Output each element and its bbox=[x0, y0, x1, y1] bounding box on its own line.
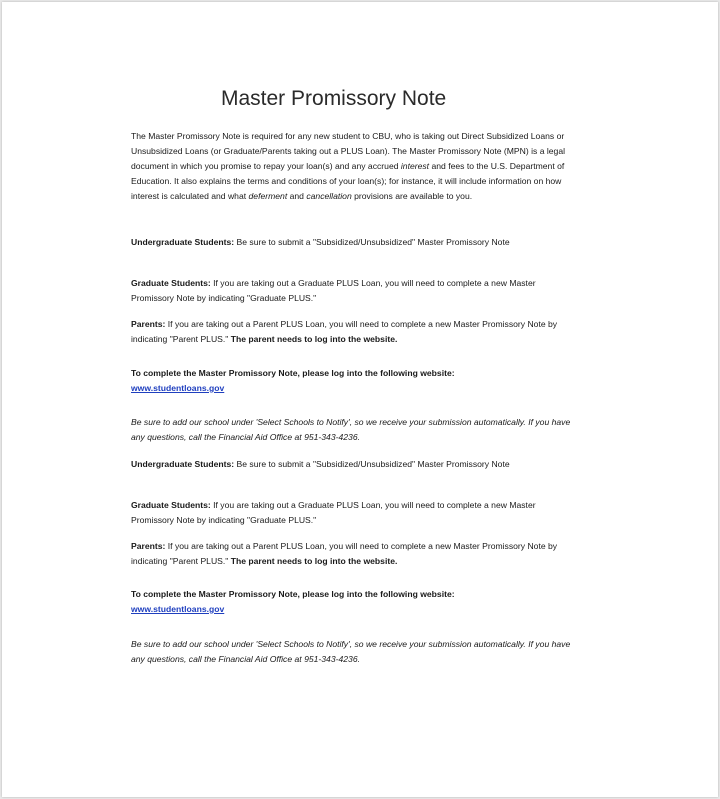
intro-text-1: The Master Promissory Note is required for any new student to CBU, who is taking out Direct Subsidized Loans or Unsubsidized Loans (or Graduate/Parents taking out a PLUS Loan). The Master Promissory Note (MPN) is a legal document in which you promise to repay your loan(s) and any accrued bbox=[131, 131, 566, 171]
undergraduate-paragraph bbox=[131, 235, 571, 250]
notify-note bbox=[131, 637, 571, 667]
intro-paragraph bbox=[131, 129, 571, 204]
intro-interest-word: interest bbox=[400, 161, 430, 171]
undergraduate-label: Undergraduate Students: bbox=[131, 237, 235, 247]
parents-bold-text: The parent needs to log into the website. bbox=[228, 334, 398, 344]
studentloans-link[interactable]: www.studentloans.gov bbox=[131, 383, 225, 393]
parents-paragraph bbox=[131, 539, 571, 569]
document-page bbox=[2, 2, 718, 797]
complete-instructions bbox=[131, 366, 571, 396]
questions-note-text: If you have any questions, call the Financial Aid Office at 951-343-4236. bbox=[131, 639, 571, 664]
notify-note-text: Be sure to add our school under 'Select Schools to Notify', so we receive your submission automatically. bbox=[131, 639, 529, 649]
intro-text-2: and fees to the U.S. Department of Education. It also explains the terms and conditions of your loan(s); for instance, it will include information on how interest is calculated and what bbox=[131, 161, 565, 201]
graduate-label: Graduate Students: bbox=[131, 278, 211, 288]
parents-bold-text: The parent needs to log into the website. bbox=[228, 556, 398, 566]
graduate-paragraph bbox=[131, 276, 571, 306]
complete-text: To complete the Master Promissory Note, please log into the following website: bbox=[131, 368, 455, 378]
intro-deferment-word: deferment bbox=[248, 191, 288, 201]
page-title: Master Promissory Note bbox=[221, 87, 447, 110]
intro-text-3: and bbox=[287, 191, 307, 201]
intro-cancellation-word: cancellation bbox=[306, 191, 352, 201]
parents-text: If you are taking out a Parent PLUS Loan, you will need to complete a new Master Promissory Note by indicating "Parent PLUS." bbox=[131, 319, 558, 344]
undergraduate-text: Be sure to submit a "Subsidized/Unsubsidized" Master Promissory Note bbox=[234, 237, 510, 247]
undergraduate-paragraph bbox=[131, 457, 571, 472]
parents-text: If you are taking out a Parent PLUS Loan, you will need to complete a new Master Promissory Note by indicating "Parent PLUS." bbox=[131, 541, 558, 566]
graduate-text: If you are taking out a Graduate PLUS Loan, you will need to complete a new Master Promissory Note by indicating "Graduate PLUS." bbox=[131, 500, 536, 525]
notify-note-text: Be sure to add our school under 'Select Schools to Notify', so we receive your submission automatically. bbox=[131, 417, 529, 427]
parents-label: Parents: bbox=[131, 541, 166, 551]
graduate-paragraph bbox=[131, 498, 571, 528]
intro-text-4: provisions are available to you. bbox=[351, 191, 473, 201]
studentloans-link[interactable]: www.studentloans.gov bbox=[131, 604, 225, 614]
graduate-label: Graduate Students: bbox=[131, 500, 211, 510]
graduate-text: If you are taking out a Graduate PLUS Loan, you will need to complete a new Master Promissory Note by indicating "Graduate PLUS." bbox=[131, 278, 536, 303]
notify-note bbox=[131, 415, 571, 445]
complete-text: To complete the Master Promissory Note, please log into the following website: bbox=[131, 589, 455, 599]
parents-label: Parents: bbox=[131, 319, 166, 329]
questions-note-text: If you have any questions, call the Financial Aid Office at 951-343-4236. bbox=[131, 417, 571, 442]
undergraduate-text: Be sure to submit a "Subsidized/Unsubsidized" Master Promissory Note bbox=[234, 459, 510, 469]
undergraduate-label: Undergraduate Students: bbox=[131, 459, 235, 469]
parents-paragraph bbox=[131, 317, 571, 347]
complete-instructions bbox=[131, 587, 571, 617]
